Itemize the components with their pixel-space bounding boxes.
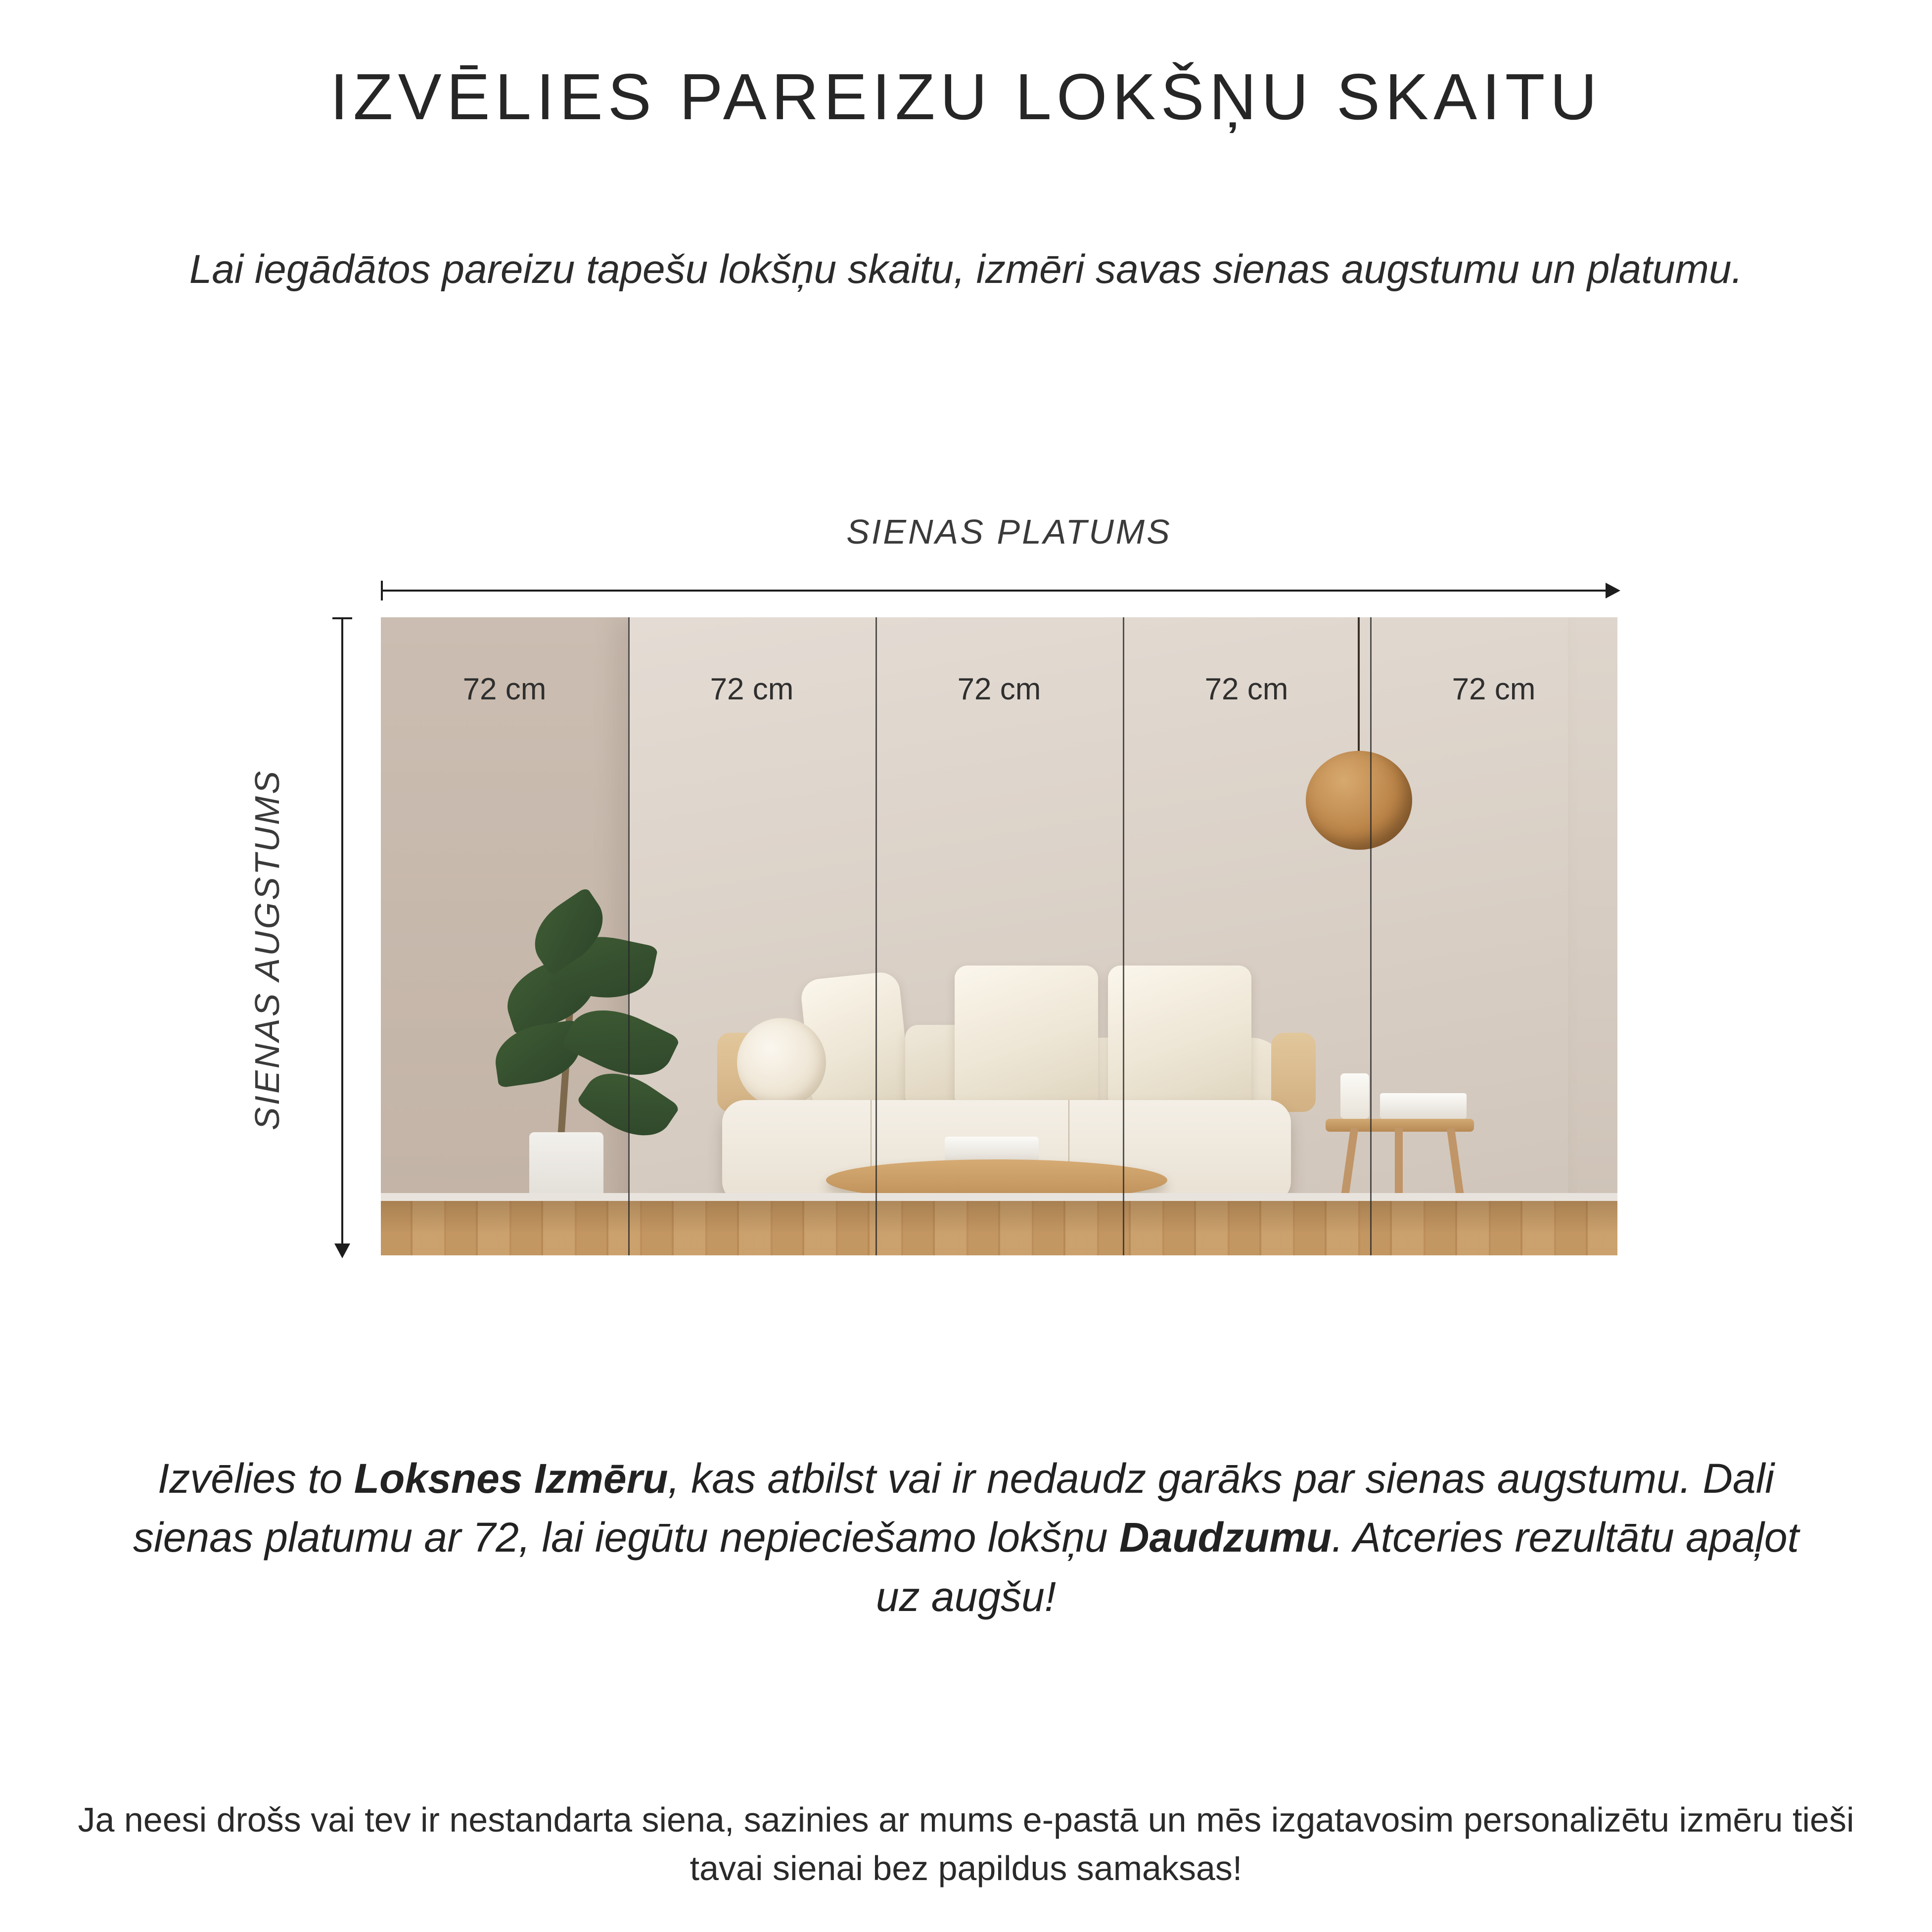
side-table-books — [1380, 1093, 1467, 1119]
width-axis-arrow — [381, 590, 1617, 592]
sheet-divider-line — [628, 617, 630, 1255]
instruction-part-3: . Atceries rezultātu apaļot uz augšu! — [875, 1514, 1799, 1620]
height-axis-label: SIENAS AUGSTUMS — [248, 769, 286, 1131]
floor-shadow — [381, 1201, 1617, 1255]
footer-note: Ja neesi drošs vai tev ir nestandarta siena, sazinies ar mums e-pastā un mēs izgatavosim personalizētu izmēru tieši tavai sienai bez papildus samaksas! — [78, 1800, 1854, 1887]
sheet-width-label: 72 cm — [462, 672, 547, 706]
instruction-bold-2: Daudzumu — [1119, 1514, 1332, 1561]
instruction-part-2: , kas atbilst vai ir nedaudz garāks par sienas augstumu. Dali sienas platumu ar 72, lai iegūtu nepieciešamo lokšņu — [133, 1455, 1775, 1561]
room-scene-image — [381, 617, 1617, 1255]
subtitle-text: Lai iegādātos pareizu tapešu lokšņu skaitu, izmēri savas sienas augstumu un platumu. — [189, 247, 1743, 292]
sheet-divider-line — [875, 617, 877, 1255]
sheet-divider-line — [1123, 617, 1124, 1255]
sheet-width-label: 72 cm — [1452, 672, 1536, 706]
pendant-lamp-icon — [1306, 751, 1412, 850]
sheet-width-label: 72 cm — [957, 672, 1041, 706]
page-title: IZVĒLIES PAREIZU LOKŠŅU SKAITU — [330, 60, 1602, 133]
sofa-pillow — [955, 966, 1098, 1109]
side-table-leg — [1395, 1128, 1403, 1201]
candle-decor — [1340, 1073, 1369, 1119]
sheet-width-label: 72 cm — [1204, 672, 1288, 706]
height-axis-arrow — [341, 617, 343, 1255]
instruction-bold-1: Loksnes Izmēru — [354, 1455, 668, 1502]
sheet-width-label: 72 cm — [710, 672, 794, 706]
sofa-arm-right — [1271, 1033, 1316, 1112]
sofa-bolster-cushion — [737, 1018, 826, 1107]
wall-measurement-diagram — [0, 485, 1932, 1355]
instruction-paragraph — [113, 1449, 1819, 1626]
sofa-pillow — [1108, 966, 1251, 1109]
width-axis-label: SIENAS PLATUMS — [846, 512, 1172, 551]
sheet-divider-line — [1370, 617, 1372, 1255]
instruction-part-1: Izvēlies to — [157, 1455, 354, 1502]
